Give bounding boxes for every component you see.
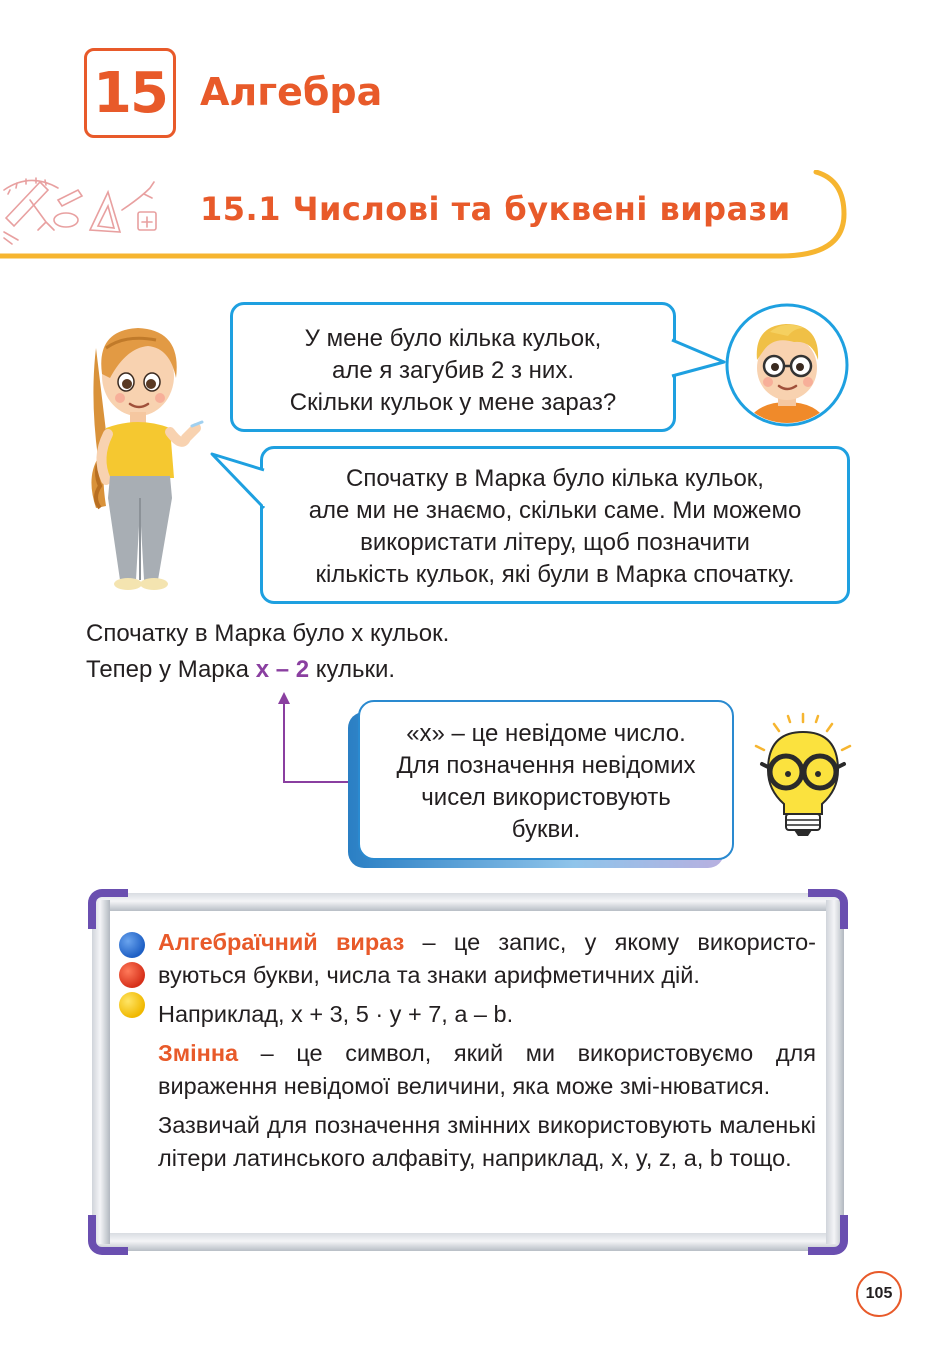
term-variable: Змінна <box>158 1040 239 1066</box>
girl-bubble-line-2: але ми не знаємо, скільки саме. Ми можемо <box>308 497 802 524</box>
definition-algebraic-expression <box>158 926 816 992</box>
chapter-title: Алгебра <box>200 70 383 114</box>
board-corner-bottom-left <box>88 1215 128 1255</box>
magnet-yellow-icon <box>119 992 145 1018</box>
definition-board <box>158 926 816 1181</box>
boy-bubble-line-1: У мене було кілька кульок, <box>304 325 602 352</box>
board-rail-right <box>826 900 844 1244</box>
girl-speech-bubble <box>260 446 850 604</box>
page-number: 105 <box>856 1271 902 1317</box>
girl-bubble-line-1: Спочатку в Марка було кілька кульок, <box>346 465 764 492</box>
girl-bubble-line-4: кількість кульок, які були в Марка спочатку. <box>315 561 795 588</box>
magnet-blue-icon <box>119 932 145 958</box>
chapter-number: 15 <box>93 60 167 126</box>
note-line-2: Для позначення невідомих <box>396 752 696 779</box>
statement-line-2-prefix: Тепер у Марка <box>86 656 256 683</box>
board-corner-bottom-right <box>808 1215 848 1255</box>
board-corner-top-right <box>808 889 848 929</box>
definition-variable-text: – це символ, який ми використовуємо для вираження невідомої величини, яка може змі-нюватися. <box>158 1040 816 1099</box>
lightbulb-glasses-icon <box>748 710 858 840</box>
variable-letters-note: Зазвичай для позначення змінних використовують маленькі літери латинського алфавіту, наприклад, x, y, z, a, b тощо. <box>158 1112 816 1171</box>
girl-bubble-tail <box>208 450 266 516</box>
statement-line-2-suffix: кульки. <box>309 656 396 683</box>
math-tools-doodle-icon <box>0 170 175 250</box>
boy-bubble-line-2: але я загубив 2 з них. <box>332 357 574 384</box>
note-line-1: «x» – це невідоме число. <box>406 720 686 747</box>
example-line: Наприклад, x + 3, 5 · y + 7, a – b. <box>158 1001 514 1027</box>
board-corner-top-left <box>88 889 128 929</box>
magnet-red-icon <box>119 962 145 988</box>
variable-note <box>358 700 734 860</box>
term-algebraic-expression: Алгебраїчний вираз <box>158 929 405 955</box>
section-title: 15.1 Числові та буквені вирази <box>200 190 791 228</box>
girl-illustration <box>66 308 206 598</box>
definition-variable <box>158 1037 816 1103</box>
note-line-3: чисел використовують <box>421 784 671 811</box>
boy-bubble-tail <box>670 336 728 382</box>
boy-bubble-line-3: Скільки кульок у мене зараз? <box>289 389 617 416</box>
statement-line-1: Спочатку в Марка було x кульок. <box>86 620 450 647</box>
expression-x-minus-2: x – 2 <box>255 656 310 683</box>
statement-line-2 <box>86 656 395 684</box>
chapter-number-box <box>84 48 176 138</box>
board-rail-bottom <box>96 1233 840 1251</box>
note-line-4: букви. <box>511 816 581 843</box>
definition-algebraic-expression-text: – це запис, у якому використо-вуються букви, числа та знаки арифметичних дій. <box>158 929 816 988</box>
board-rail-left <box>92 900 110 1244</box>
board-rail-top <box>96 893 840 911</box>
girl-bubble-line-3: використати літеру, щоб позначити <box>360 529 750 556</box>
boy-avatar <box>724 302 850 428</box>
boy-speech-bubble <box>230 302 676 432</box>
